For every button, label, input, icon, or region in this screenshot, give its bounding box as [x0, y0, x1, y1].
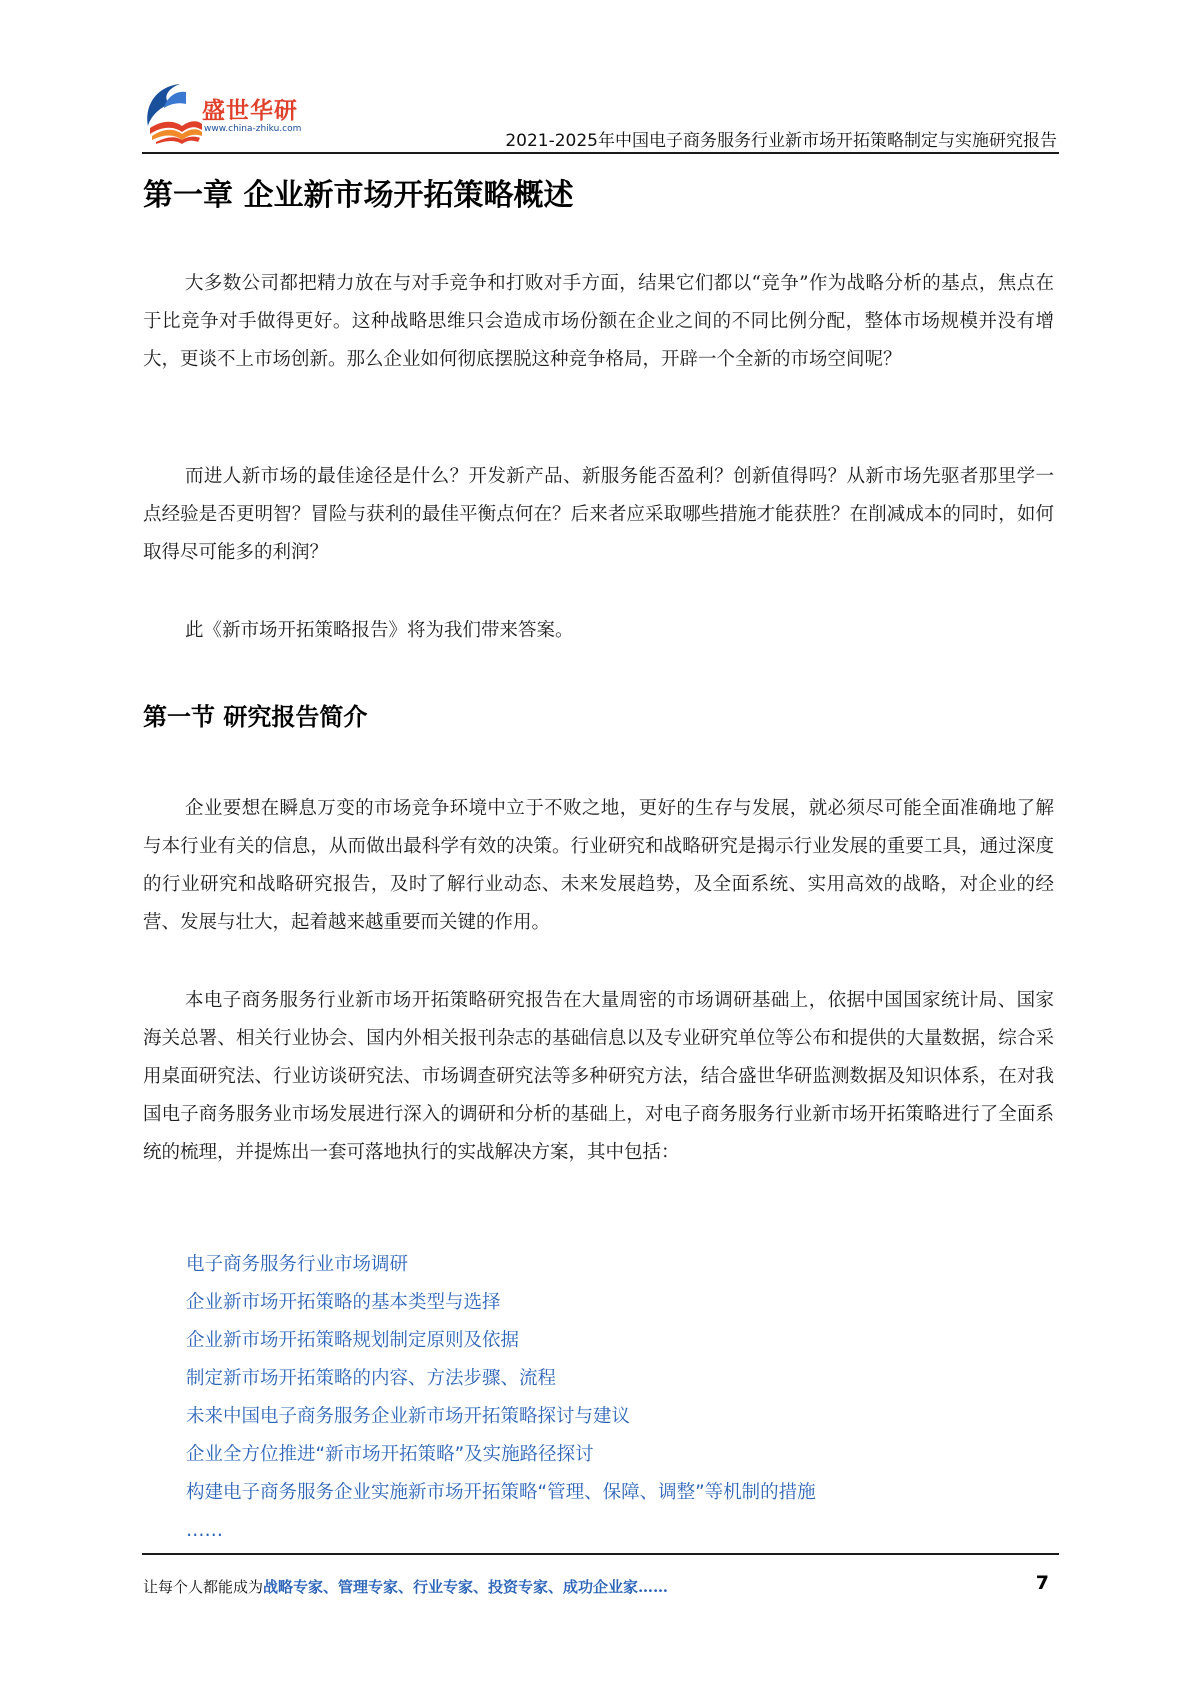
section-title: 第一节 研究报告简介 [143, 703, 368, 731]
footer-slogan [143, 1576, 668, 1597]
chapter-paragraph: 而进人新市场的最佳途径是什么？开发新产品、新服务能否盈利？创新值得吗？从新市场先驱者那里学一点经验是否更明智？冒险与获利的最佳平衡点何在？后来者应采取哪些措施才能获胜？在削减成本的同时，如何取得尽可能多的利润？ [143, 466, 1054, 563]
footer-slogan-prefix: 让每个人都能成为 [143, 1578, 264, 1596]
chapter-paragraph: 此《新市场开拓策略报告》将为我们带来答案。 [185, 620, 574, 641]
contents-link[interactable]: 电子商务服务行业市场调研 [186, 1254, 409, 1275]
contents-list [186, 1246, 816, 1550]
section-paragraph: 本电子商务服务行业新市场开拓策略研究报告在大量周密的市场调研基础上，依据中国国家统计局、国家海关总署、相关行业协会、国内外相关报刊杂志的基础信息以及专业研究单位等公布和提供的大量数据，综合采用桌面研究法、行业访谈研究法、市场调查研究法等多种研究方法，结合盛世华研监测数据及知识体系，在对我国电子商务服务业市场发展进行深入的调研和分析的基础上，对电子商务服务行业新市场开拓策略进行了全面系统的梳理，并提炼出一套可落地执行的实战解决方案，其中包括： [143, 990, 1054, 1163]
logo-url: www.china-zhiku.com [204, 124, 302, 134]
report-title: 2021-2025年中国电子商务服务行业新市场开拓策略制定与实施研究报告 [505, 131, 1057, 151]
contents-link[interactable]: 企业新市场开拓策略规划制定原则及依据 [186, 1330, 520, 1351]
section-paragraph: 企业要想在瞬息万变的市场竞争环境中立于不败之地，更好的生存与发展，就必须尽可能全面准确地了解与本行业有关的信息，从而做出最科学有效的决策。行业研究和战略研究是揭示行业发展的重要工具，通过深度的行业研究和战略研究报告，及时了解行业动态、未来发展趋势，及全面系统、实用高效的战略，对企业的经营、发展与壮大，起着越来越重要而关键的作用。 [143, 798, 1054, 933]
header-divider [142, 152, 1059, 154]
footer-divider [142, 1553, 1059, 1555]
contents-link[interactable]: 未来中国电子商务服务企业新市场开拓策略探讨与建议 [186, 1406, 631, 1427]
contents-link[interactable]: 构建电子商务服务企业实施新市场开拓策略“管理、保障、调整”等机制的措施 [186, 1482, 816, 1503]
page-number: 7 [1035, 1572, 1049, 1594]
contents-link[interactable]: 企业新市场开拓策略的基本类型与选择 [186, 1292, 501, 1313]
contents-more: …… [186, 1520, 223, 1541]
swoosh-book-logo-icon [140, 78, 204, 148]
chapter-title: 第一章 企业新市场开拓策略概述 [143, 178, 574, 213]
contents-link[interactable]: 企业全方位推进“新市场开拓策略”及实施路径探讨 [186, 1444, 594, 1465]
chapter-paragraph: 大多数公司都把精力放在与对手竞争和打败对手方面，结果它们都以“竞争”作为战略分析的基点，焦点在于比竞争对手做得更好。这种战略思维只会造成市场份额在企业之间的不同比例分配，整体市场规模并没有增大，更谈不上市场创新。那么企业如何彻底摆脱这种竞争格局，开辟一个全新的市场空间呢？ [143, 273, 1054, 370]
logo-name: 盛世华研 [202, 98, 298, 124]
footer-slogan-roles: 战略专家、管理专家、行业专家、投资专家、成功企业家…… [263, 1578, 669, 1596]
contents-link[interactable]: 制定新市场开拓策略的内容、方法步骤、流程 [186, 1368, 557, 1389]
company-logo [140, 78, 310, 148]
